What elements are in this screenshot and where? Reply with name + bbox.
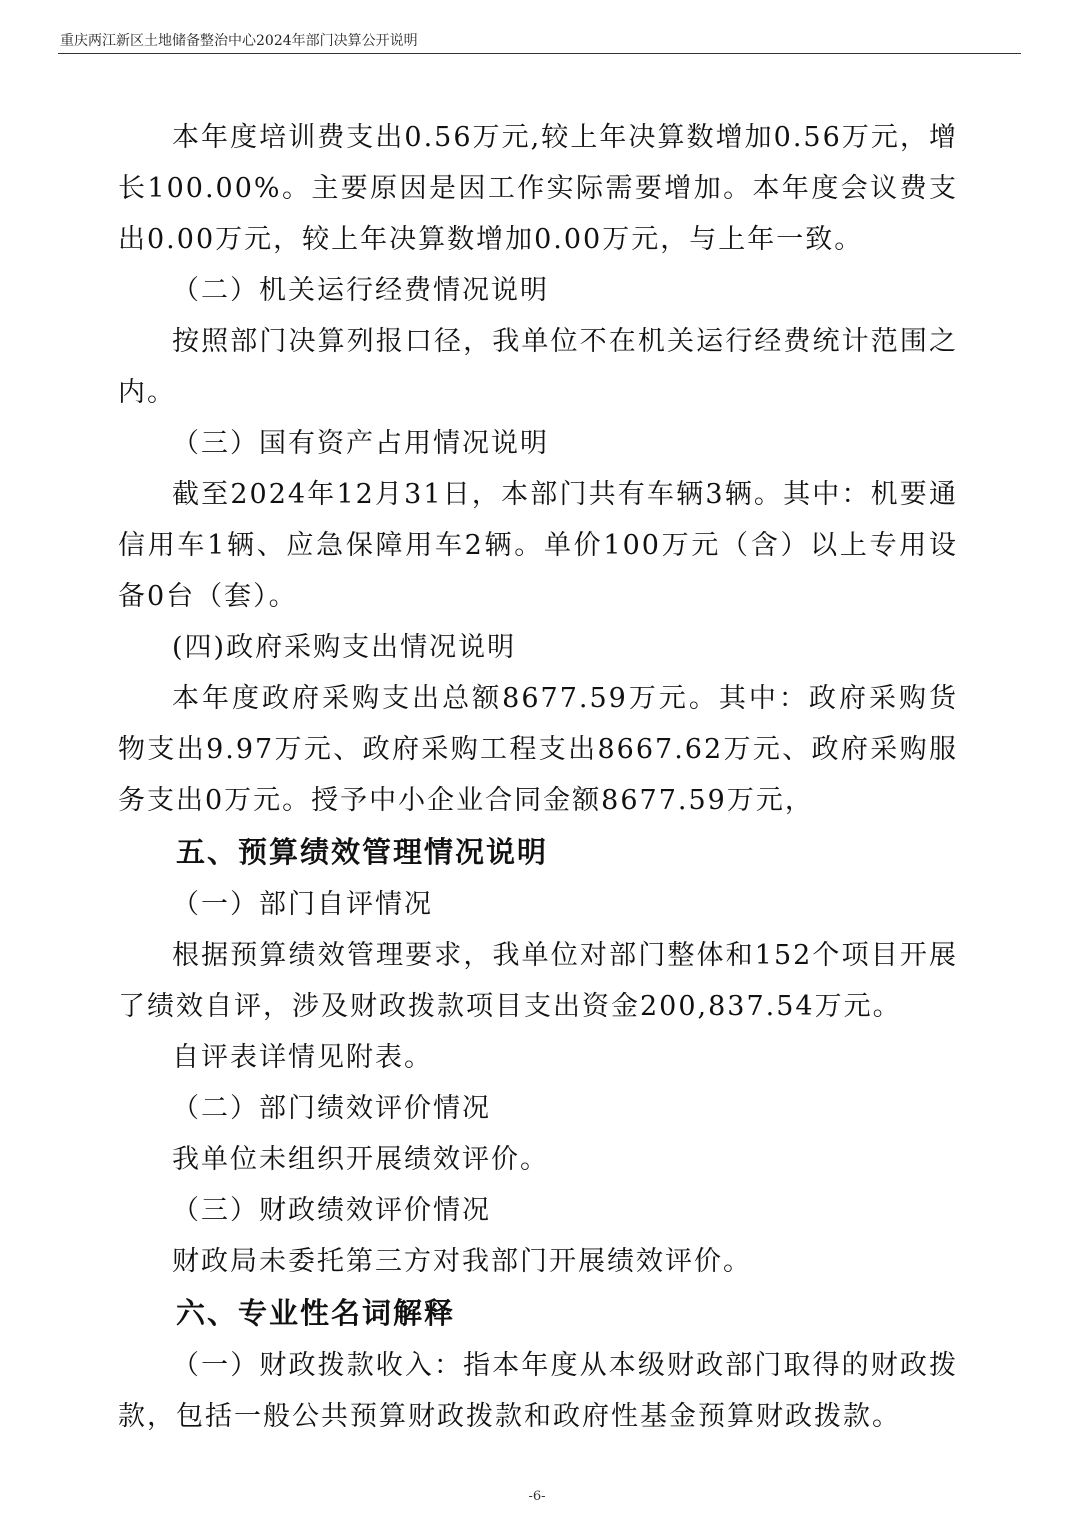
page-number: -6- xyxy=(528,1489,546,1504)
heading-operating-expenses: （二）机关运行经费情况说明 xyxy=(172,275,549,306)
paragraph-terminology-1: （一）财政拨款收入：指本年度从本级财政部门取得的财政拨款，包括一般公共预算财政拨款和政府性基金预算财政拨款。 xyxy=(118,1350,958,1432)
paragraph-training-fees: 本年度培训费支出0.56万元,较上年决算数增加0.56万元，增长100.00%。主要原因是因工作实际需要增加。本年度会议费支出0.00万元，较上年决算数增加0.00万元，与上年一致。 xyxy=(118,122,958,255)
heading-procurement: (四)政府采购支出情况说明 xyxy=(172,632,517,663)
section-heading-terminology: 六、专业性名词解释 xyxy=(176,1296,456,1330)
running-header: 重庆两江新区土地储备整治中心2024年部门决算公开说明 xyxy=(60,33,418,49)
paragraph-self-evaluation: 根据预算绩效管理要求，我单位对部门整体和152个项目开展了绩效自评，涉及财政拨款项目支出资金200,837.54万元。 xyxy=(118,940,958,1022)
header-rule xyxy=(58,53,1021,54)
heading-self-evaluation: （一）部门自评情况 xyxy=(172,889,433,920)
document-body xyxy=(118,112,958,1442)
paragraph-procurement: 本年度政府采购支出总额8677.59万元。其中：政府采购货物支出9.97万元、政府采购工程支出8667.62万元、政府采购服务支出0万元。授予中小企业合同金额8677.59万元， xyxy=(118,683,958,816)
heading-state-assets: （三）国有资产占用情况说明 xyxy=(172,428,549,459)
heading-department-evaluation: （二）部门绩效评价情况 xyxy=(172,1093,491,1124)
paragraph-state-assets: 截至2024年12月31日，本部门共有车辆3辆。其中：机要通信用车1辆、应急保障用车2辆。单价100万元（含）以上专用设备0台（套）。 xyxy=(118,479,958,612)
paragraph-department-evaluation: 我单位未组织开展绩效评价。 xyxy=(172,1144,549,1175)
heading-finance-evaluation: （三）财政绩效评价情况 xyxy=(172,1195,491,1226)
paragraph-operating-expenses: 按照部门决算列报口径，我单位不在机关运行经费统计范围之内。 xyxy=(118,326,958,408)
paragraph-appendix-note: 自评表详情见附表。 xyxy=(172,1042,433,1073)
section-heading-performance: 五、预算绩效管理情况说明 xyxy=(176,835,549,869)
paragraph-finance-evaluation: 财政局未委托第三方对我部门开展绩效评价。 xyxy=(172,1246,752,1277)
